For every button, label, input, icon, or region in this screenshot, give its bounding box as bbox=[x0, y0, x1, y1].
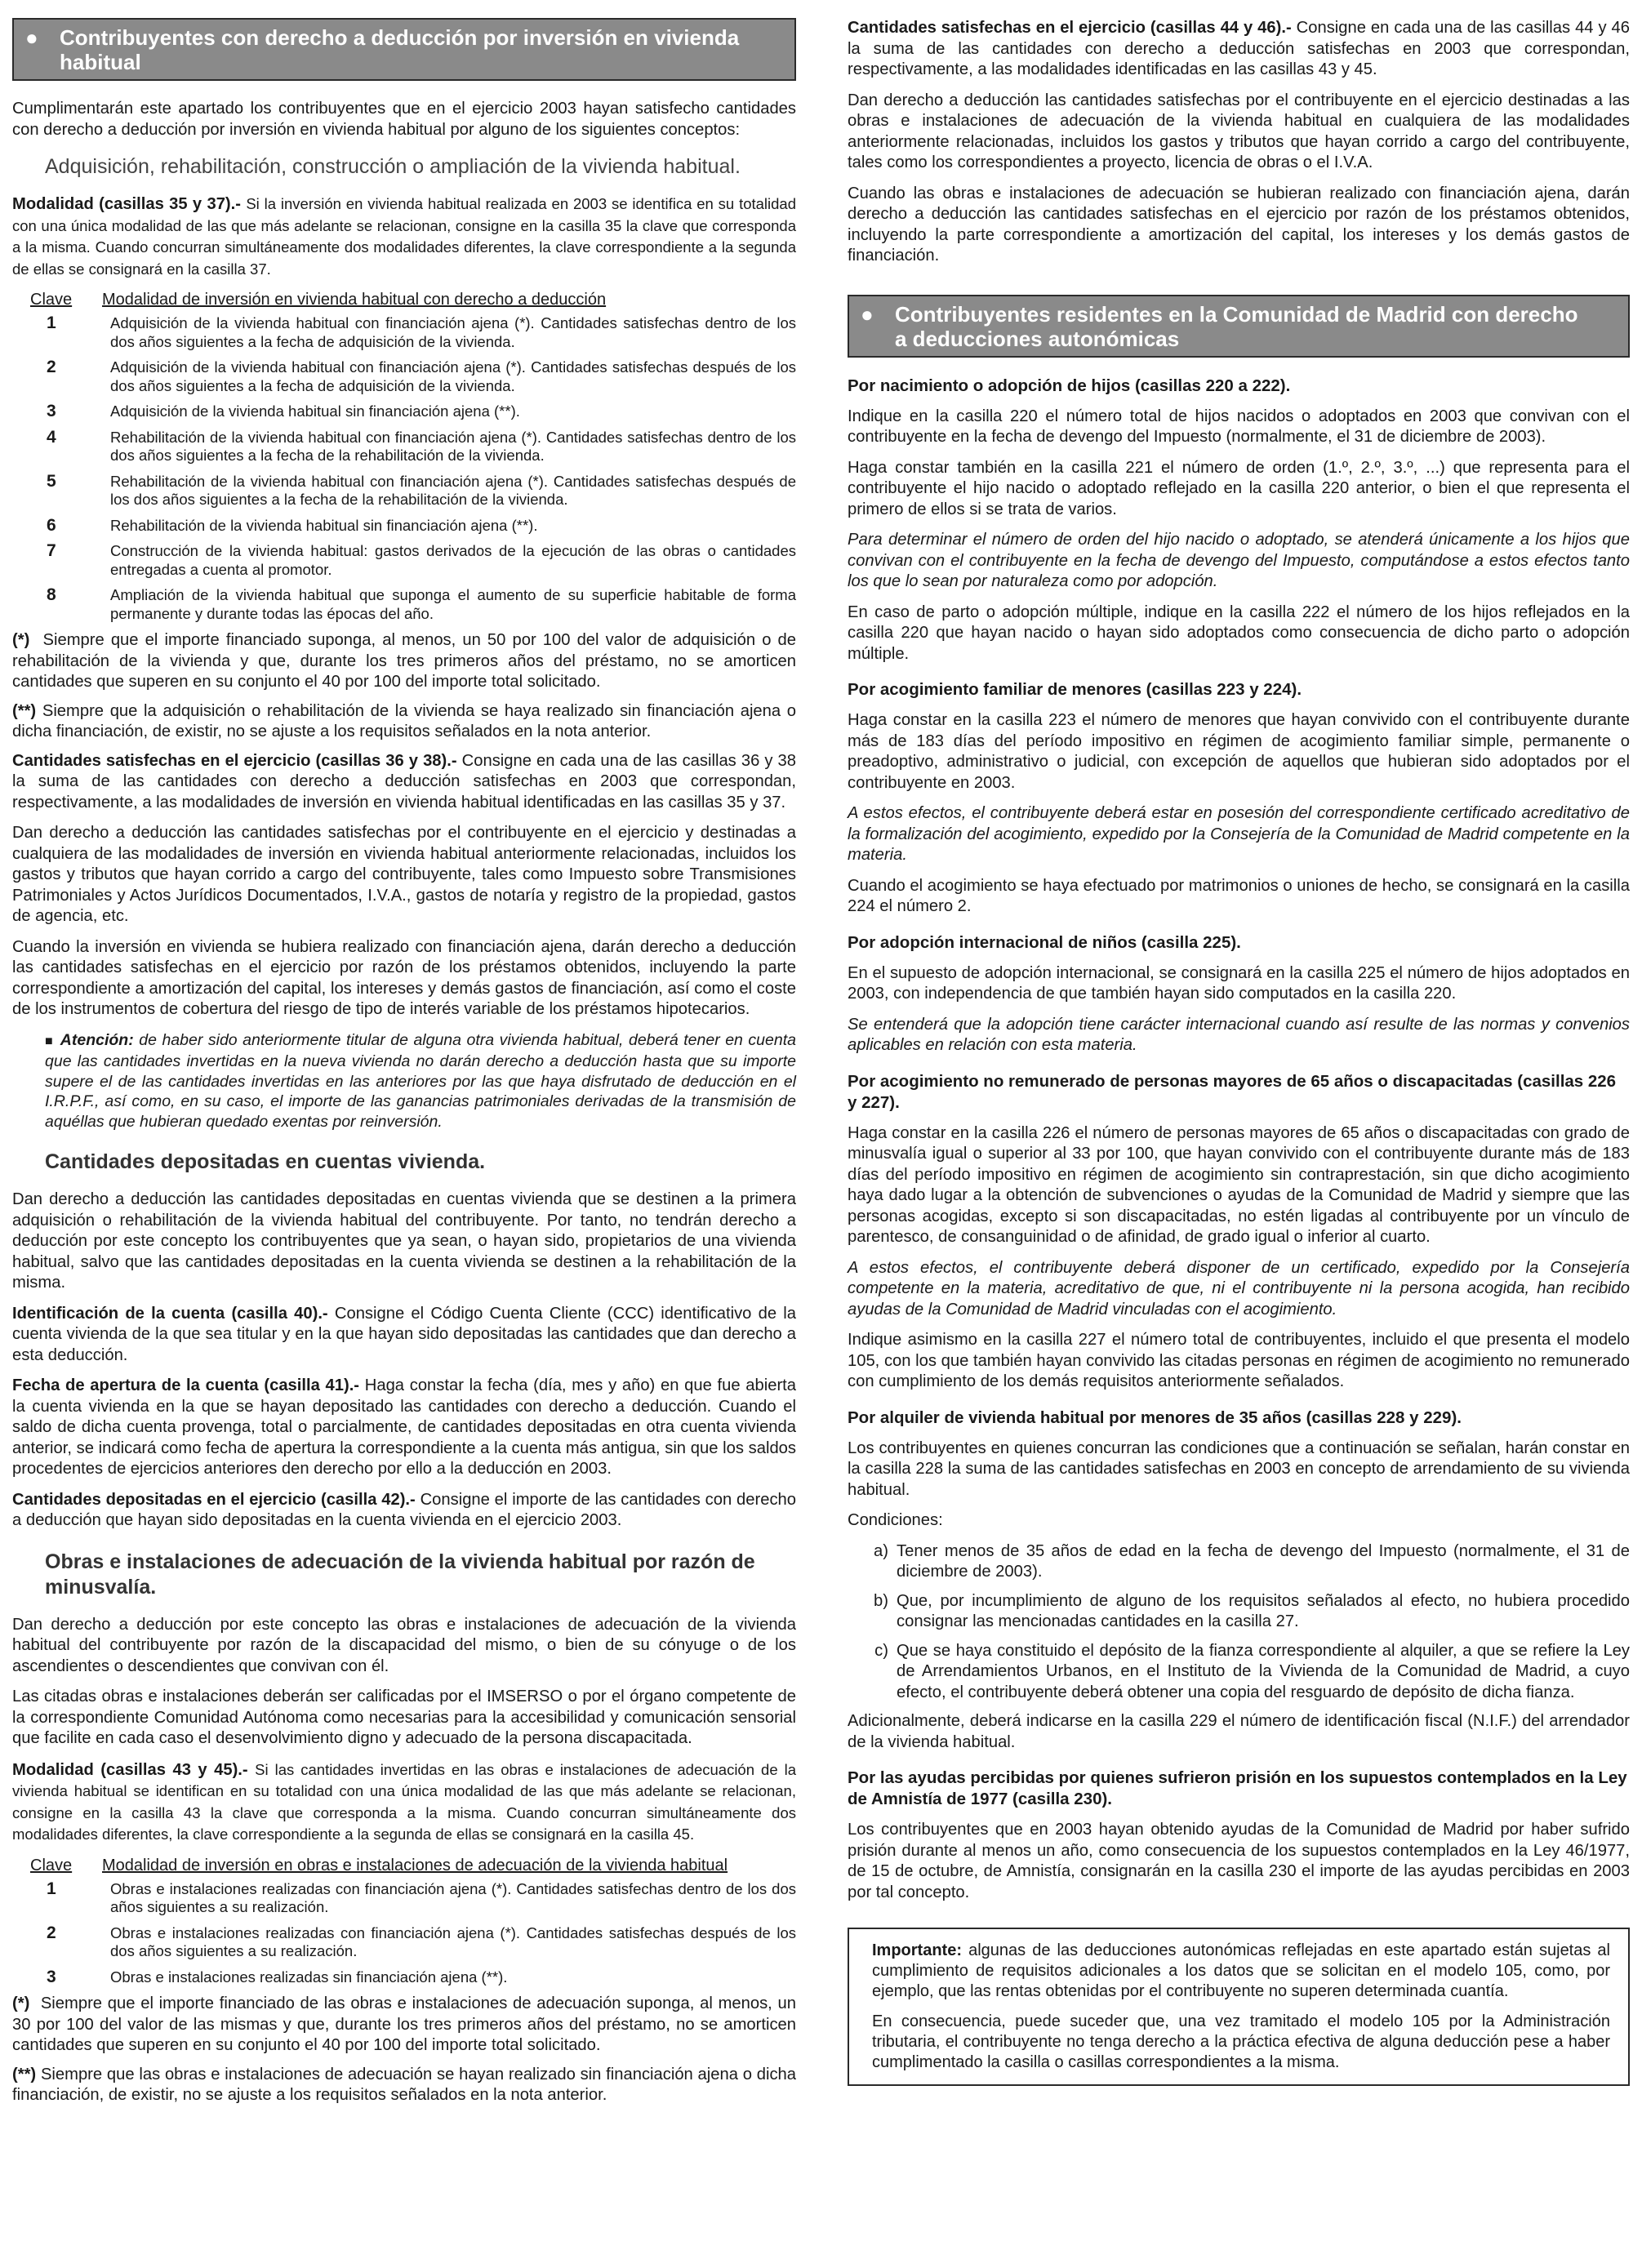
importante-box bbox=[848, 1928, 1630, 2086]
condiciones-label: Condiciones: bbox=[848, 1511, 943, 1529]
atencion-note: ■ Atención: de haber sido anteriormente titular de alguna otra vivienda habitual, deberá tener en cuenta que las cantidades invertidas en la nueva vivienda no darán derecho a deducción hasta que su importe supere el de las cantidades invertidas en las anteriores por las que haya disfrutado de deducción en el I.R.P.F., así como, en su caso, el importe de las ganancias patrimoniales derivadas de la transmisión de aquéllas que hubieran quedado exentas por reinversión. bbox=[45, 1030, 796, 1131]
table-row: 6 Rehabilitación de la vivienda habitual sin financiación ajena (**). bbox=[47, 515, 538, 535]
dan-derecho-paragraph: Dan derecho a deducción las cantidades satisfechas por el contribuyente en el ejercicio y destinadas a cualquiera de las modalidades de inversión en vivienda habitual anteriormente relacionadas, incluidos los gastos y tributos que hayan corrido a cargo del contribuyente, tales como Impuesto sobre Transmisiones Patrimoniales y Actos Jurídicos Documentados, I.V.A., gastos de notaría y registro de la propiedad, gastos de agencia, etc. bbox=[12, 824, 796, 925]
heading-nacimiento: Por nacimiento o adopción de hijos (casillas 220 a 222). bbox=[848, 376, 1291, 395]
note-marker: (**) bbox=[12, 701, 37, 720]
modalidad-paragraph bbox=[12, 193, 796, 280]
section-title-line1: Contribuyentes con derecho a deducción por inversión en vivienda bbox=[60, 25, 740, 50]
table2-col-clave: Clave bbox=[30, 1856, 73, 1874]
table2-header bbox=[30, 1856, 796, 1875]
obras-paragraph-1: Dan derecho a deducción por este concepto las obras e instalaciones de adecuación de la vivienda habitual del contribuyente por razón de la discapacidad del mismo, o bien de su cónyuge o de los ascendientes o descendientes que convivan con él. bbox=[12, 1615, 796, 1675]
nacimiento-paragraph-1: Indique en la casilla 220 el número total de hijos nacidos o adoptados en 2003 que convivan con el contribuyente en la fecha de devengo del Impuesto (normalmente, el 31 de diciembre de 2003). bbox=[848, 407, 1630, 446]
acogimiento-paragraph-1: Haga constar en la casilla 223 el número de menores que hayan convivido con el contribuyente durante más de 183 días del período impositivo en régimen de acogimiento familiar simple, permanente o preadoptivo, administrativo o judicial, con excepción de aquellos que hubieran sido adoptados por el contribuyente en 2003. bbox=[848, 711, 1630, 792]
mayores-paragraph-3: Indique asimismo en la casilla 227 el número total de contribuyentes, incluido el que presenta el modelo 105, con los que también hayan convivido las citadas personas en régimen de acogimiento no remunerado con cumplimiento de los demás requisitos anteriormente señalados. bbox=[848, 1331, 1630, 1390]
note-sin-financiacion: (**) Siempre que la adquisición o rehabilitación de la vivienda se haya realizado sin financiación ajena o dicha financiación, de existir, no se ajuste a los requisitos señalados en la nota anterior. bbox=[12, 701, 797, 740]
mayores-paragraph-2: A estos efectos, el contribuyente deberá disponer de un certificado, expedido por la Consejería competente en la materia, acreditativo de que, ni el contribuyente ni la persona acogida, han recibido ayudas de la Comunidad de Madrid vinculadas con el acogimiento. bbox=[848, 1258, 1630, 1319]
section-title-line2: habitual bbox=[60, 50, 141, 74]
note-obras-financiacion: (*) Siempre que el importe financiado de las obras e instalaciones de adecuación suponga, al menos, un 30 por 100 del valor de las mismas y que, durante los tres primeros años del préstamo, no se amorticen cantidades que superen en su conjunto el 40 por 100 del importe total solicitado. bbox=[12, 1995, 797, 2054]
list-item: b) Que, por incumplimiento de alguno de los requisitos señalados al efecto, no hubiera procedido consignar las mencionadas cantidades en la casilla 27. bbox=[874, 1591, 1630, 1630]
bullet-icon: ● bbox=[861, 301, 874, 327]
table-row: 7 Construcción de la vivienda habitual: gastos derivados de la ejecución de las obras o cantidades entregadas a cuenta al promotor. bbox=[47, 541, 796, 578]
identificacion-paragraph: Identificación de la cuenta (casilla 40).- Consigne el Código Cuenta Cliente (CCC) identificativo de la cuenta vivienda de la que sea titular y en la que hayan sido depositadas las cantidades que dan derecho a esta deducción. bbox=[12, 1304, 797, 1364]
heading-adopcion-internacional: Por adopción internacional de niños (casilla 225). bbox=[848, 932, 1241, 952]
table-row: 4 Rehabilitación de la vivienda habitual con financiación ajena (*). Cantidades satisfechas dentro de los dos años siguientes a la fecha de la rehabilitación de la vivienda. bbox=[47, 427, 796, 464]
dan-derecho-obras-paragraph: Dan derecho a deducción las cantidades satisfechas por el contribuyente en el ejercicio destinadas a las obras e instalaciones de adecuación de la vivienda habitual en cualquiera de las modalidades anteriormente relacionadas, incluidos los gastos y tributos que hayan corrido a cargo del contribuyente, tales como los correspondientes a proyecto, licencia de obras o el I.V.A. bbox=[848, 91, 1630, 171]
list-item: a) Tener menos de 35 años de edad en la fecha de devengo del Impuesto (normalmente, el 31 de diciembre de 2003). bbox=[874, 1541, 1630, 1581]
cantidades-paragraph: Cantidades satisfechas en el ejercicio (casillas 36 y 38).- Consigne en cada una de las casillas 36 y 38 la suma de las cantidades con derecho a deducción satisfechas en 2003 que correspondan, respectivamente, a las modalidades de inversión en vivienda habitual identificadas en las casillas 35 y 37. bbox=[12, 751, 797, 812]
table1-col-clave: Clave bbox=[30, 291, 73, 309]
table2-col-modalidad: Modalidad de inversión en obras e instalaciones de adecuación de la vivienda habitual bbox=[102, 1856, 728, 1874]
right-column bbox=[848, 18, 1630, 2086]
note-obras-sin-financiacion: (**) Siempre que las obras e instalaciones de adecuación se hayan realizado sin financiación ajena o dicha financiación, de existir, no se ajuste a los requisitos señalados en la nota anterior. bbox=[12, 2065, 796, 2104]
nacimiento-paragraph-4: En caso de parto o adopción múltiple, indique en la casilla 222 el número de los hijos reflejados en la casilla 220 que hayan nacido o hayan sido adoptados como consecuencia de dicho parto o adopción múltiple. bbox=[848, 603, 1630, 663]
subhead-adquisicion: Adquisición, rehabilitación, construcción o ampliación de la vivienda habitual. bbox=[45, 155, 741, 178]
heading-alquiler: Por alquiler de vivienda habitual por menores de 35 años (casillas 228 y 229). bbox=[848, 1407, 1462, 1427]
heading-amnistia: Por las ayudas percibidas por quienes sufrieron prisión en los supuestos contemplados en la Ley de Amnistía de 1977 (casilla 230). bbox=[848, 1768, 1627, 1808]
modalidad-text: Si la inversión en vivienda habitual realizada en 2003 se identifica en su totalidad con una única modalidad de las que más adelante se relacionan, consigne en la casilla 35 la clave que corresponda a la misma. Cuando concurran simultáneamente dos modalidades diferentes, la clave correspondiente a la segunda de ellas se consignará en la casilla 37. bbox=[12, 195, 797, 278]
table-row: 5 Rehabilitación de la vivienda habitual con financiación ajena (*). Cantidades satisfechas después de los dos años siguientes a la fecha de la rehabilitación de la vivienda. bbox=[47, 471, 796, 508]
cantidades-44-paragraph: Cantidades satisfechas en el ejercicio (casillas 44 y 46).- Consigne en cada una de las casillas 44 y 46 la suma de las cantidades con derecho a deducción satisfechas en 2003 que correspondan, respectivamente, a las modalidades identificadas en las casillas 43 y 45. bbox=[848, 19, 1631, 78]
importante-paragraph-1: Importante: algunas de las deducciones autonómicas reflejadas en este apartado están sujetas al cumplimiento de requisitos adicionales a los datos que se solicitan en el modelo 105, como, por ejemplo, que las rentas obtenidas por el contribuyente no superen determinada cuantía. bbox=[872, 1941, 1611, 2000]
list-item: c) Que se haya constituido el depósito de la fianza correspondiente al alquiler, a que se refiere la Ley de Arrendamientos Urbanos, en el Instituto de la Vivienda de la Comunidad de Madrid, a cuyo efecto, el contribuyente deberá obtener una copia del resguardo de depósito de dicha fianza. bbox=[874, 1641, 1630, 1701]
intro-paragraph: Cumplimentarán este apartado los contribuyentes que en el ejercicio 2003 hayan satisfecho cantidades con derecho a deducción por inversión en vivienda habitual por alguno de los siguientes conceptos: bbox=[12, 100, 796, 139]
importante-paragraph-2: En consecuencia, puede suceder que, una vez tramitado el modelo 105 por la Administración tributaria, el contribuyente no tenga derecho a la práctica efectiva de alguna deducción pese a haber cumplimentado la casilla o casillas correspondientes a la misma. bbox=[872, 2012, 1610, 2071]
subhead-cuentas-vivienda: Cantidades depositadas en cuentas vivienda. bbox=[45, 1150, 486, 1173]
left-column bbox=[12, 18, 796, 2115]
financiacion-ajena-paragraph: Cuando la inversión en vivienda se hubiera realizado con financiación ajena, darán derecho a deducción las cantidades satisfechas en el ejercicio por razón de los préstamos obtenidos, incluyendo la parte correspondiente a amortización del capital, los intereses y demás gastos de financiación, así como el coste de los instrumentos de cobertura del riesgo de tipo de interés variable de los préstamos hipotecarios. bbox=[12, 937, 796, 1018]
table-row: 2 Adquisición de la vivienda habitual con financiación ajena (*). Cantidades satisfechas después de los dos años siguientes a la fecha de adquisición de la vivienda. bbox=[47, 358, 796, 394]
financiacion-obras-paragraph: Cuando las obras e instalaciones de adecuación se hubieran realizado con financiación ajena, darán derecho a deducción las cantidades satisfechas en el ejercicio por razón de los préstamos obtenidos, incluyendo la parte correspondiente a amortización del capital, los intereses y los demás gastos de financiación. bbox=[848, 184, 1630, 265]
subhead-obras-minusvalia: Obras e instalaciones de adecuación de la vivienda habitual por razón de minusvalía. bbox=[45, 1550, 755, 1599]
acogimiento-paragraph-3: Cuando el acogimiento se haya efectuado por matrimonios o uniones de hecho, se consignará en la casilla 224 el número 2. bbox=[848, 876, 1630, 915]
table1-col-modalidad: Modalidad de inversión en vivienda habitual con derecho a deducción bbox=[102, 291, 607, 309]
depositadas-paragraph: Cantidades depositadas en el ejercicio (casilla 42).- Consigne el importe de las cantidades con derecho a deducción que hayan sido depositadas en la cuenta vivienda en el ejercicio 2003. bbox=[12, 1490, 796, 1529]
square-bullet-icon: ■ bbox=[45, 1034, 54, 1048]
fecha-apertura-paragraph: Fecha de apertura de la cuenta (casilla 41).- Haga constar la fecha (día, mes y año) en que fue abierta la cuenta vivienda en la que se hayan depositado las cantidades con derecho a deducción. Cuando el saldo de dicha cuenta provenga, total o parcialmente, de cantidades depositadas en otra cuenta vivienda anterior, se indicará como fecha de apertura la correspondiente a la cuenta más antigua, sin que los saldos procedentes de ejercicios anteriores den derecho por ello a la deducción en 2003. bbox=[12, 1376, 797, 1478]
modalidad2-paragraph: Modalidad (casillas 43 y 45).- Si las cantidades invertidas en las obras e instalaciones de adecuación de la vivienda habitual se identifican en su totalidad con una única modalidad de las que más adelante se relacionan, consigne en la casilla 43 la clave que corresponda a la misma. Cuando concurran simultáneamente dos modalidades diferentes, la clave correspondiente a la segunda de ellas se consignará en la casilla 45. bbox=[12, 1760, 797, 1843]
heading-mayores: Por acogimiento no remunerado de personas mayores de 65 años o discapacitadas (casillas 226 y 227). bbox=[848, 1071, 1617, 1112]
obras-paragraph-2: Las citadas obras e instalaciones deberán ser calificadas por el IMSERSO o por el órgano competente de la correspondiente Comunidad Autónoma como necesarias para la accesibilidad y comunicación sensorial que facilite en cada caso el desenvolvimiento digno y adecuado de la persona discapacitada. bbox=[12, 1688, 796, 1747]
table1 bbox=[12, 314, 796, 623]
table-row: 1 Obras e instalaciones realizadas con financiación ajena (*). Cantidades satisfechas dentro de los dos años siguientes a su realización. bbox=[47, 1879, 796, 1915]
table-row: 2 Obras e instalaciones realizadas con financiación ajena (*). Cantidades satisfechas después de los dos años siguientes a su realización. bbox=[47, 1923, 796, 1959]
table-row: 3 Obras e instalaciones realizadas sin financiación ajena (**). bbox=[47, 1967, 508, 1986]
table-row: 3 Adquisición de la vivienda habitual sin financiación ajena (**). bbox=[47, 402, 520, 420]
cuentas-paragraph: Dan derecho a deducción las cantidades depositadas en cuentas vivienda que se destinen a la primera adquisición o rehabilitación de la vivienda habitual del contribuyente. Por tanto, no tendrán derecho a deducción por este concepto los contribuyentes que ya sean, o hayan sido, propietarios de una vivienda habitual, salvo que las cantidades depositadas en la cuenta vivienda se destinen a la rehabilitación de la misma. bbox=[12, 1190, 796, 1292]
note-financiacion: (*) Siempre que el importe financiado suponga, al menos, un 50 por 100 del valor de adquisición o de rehabilitación de la vivienda y que, durante los tres primeros años del préstamo, no se amorticen cantidades que superen en su conjunto el 40 por 100 del importe total solicitado. bbox=[12, 631, 796, 691]
table1-header bbox=[30, 290, 796, 309]
heading-acogimiento: Por acogimiento familiar de menores (casillas 223 y 224). bbox=[848, 680, 1302, 699]
nacimiento-paragraph-3: Para determinar el número de orden del hijo nacido o adoptado, se atenderá únicamente a los hijos que convivan con el contribuyente en la fecha de devengo del Impuesto, computándose a estos efectos tanto los que lo sean por naturaleza como por adopción. bbox=[848, 531, 1630, 590]
section-header-vivienda bbox=[12, 18, 796, 81]
table-row: 8 Ampliación de la vivienda habitual que suponga el aumento de su superficie habitable de forma permanente y durante todas las épocas del año. bbox=[47, 585, 796, 622]
alquiler-paragraph-1: Los contribuyentes en quienes concurran las condiciones que a continuación se señalan, harán constar en la casilla 228 la suma de las cantidades satisfechas en 2003 en concepto de arrendamiento de su vivienda habitual. bbox=[848, 1439, 1630, 1499]
table2 bbox=[12, 1880, 796, 1987]
internacional-paragraph-2: Se entenderá que la adopción tiene carácter internacional cuando así resulte de las normas y convenios aplicables en relación con esta materia. bbox=[848, 1015, 1630, 1054]
amnistia-paragraph: Los contribuyentes que en 2003 hayan obtenido ayudas de la Comunidad de Madrid por haber sufrido prisión durante al menos un año, como consecuencia de los supuestos contemplados en la Ley 46/1977, de 15 de octubre, de Amnistía, consignarán en la casilla 230 el importe de las ayudas percibidas en 2003 por tal concepto. bbox=[848, 1821, 1630, 1901]
acogimiento-paragraph-2: A estos efectos, el contribuyente deberá estar en posesión del correspondiente certificado acreditativo de la formalización del acogimiento, expedido por la Consejería de la Comunidad de Madrid competente en la materia. bbox=[848, 804, 1630, 864]
bullet-icon: ● bbox=[25, 25, 38, 50]
note-marker: (*) bbox=[12, 631, 30, 649]
internacional-paragraph-1: En el supuesto de adopción internacional, se consignará en la casilla 225 el número de hijos adoptados en 2003, con independencia de que también hayan sido computados en la casilla 220. bbox=[848, 963, 1630, 1003]
mayores-paragraph-1: Haga constar en la casilla 226 el número de personas mayores de 65 años o discapacitadas con grado de minusvalía igual o superior al 33 por 100, que hayan convivido con el contribuyente durante más de 183 días del período impositivo en régimen de acogimiento sin contraprestación, sin que dicho acogimiento haya dado lugar a la obtención de subvenciones o ayudas de la Comunidad de Madrid y siempre que las personas acogidas, excepto si son discapacitadas, no estén ligadas al contribuyente por un vínculo de parentesco, de consanguinidad o de afinidad, de grado igual o inferior al cuarto. bbox=[848, 1123, 1630, 1246]
alquiler-paragraph-2: Adicionalmente, deberá indicarse en la casilla 229 el número de identificación fiscal (N.I.F.) del arrendador de la vivienda habitual. bbox=[848, 1712, 1630, 1751]
table-row: 1 Adquisición de la vivienda habitual con financiación ajena (*). Cantidades satisfechas dentro de los dos años siguientes a la fecha de adquisición de la vivienda. bbox=[47, 314, 796, 350]
modalidad-key: Modalidad (casillas 35 y 37).- bbox=[12, 195, 241, 213]
nacimiento-paragraph-2: Haga constar también en la casilla 221 el número de orden (1.º, 2.º, 3.º, ...) que representa para el contribuyente el hijo nacido o adoptado reflejado en la casilla 220 anterior, o bien el que representa el primero de ellos si se trata de varios. bbox=[848, 458, 1630, 518]
section-header-madrid: ● Contribuyentes residentes en la Comunidad de Madrid con derecho a deducciones autonómicas bbox=[848, 295, 1630, 358]
